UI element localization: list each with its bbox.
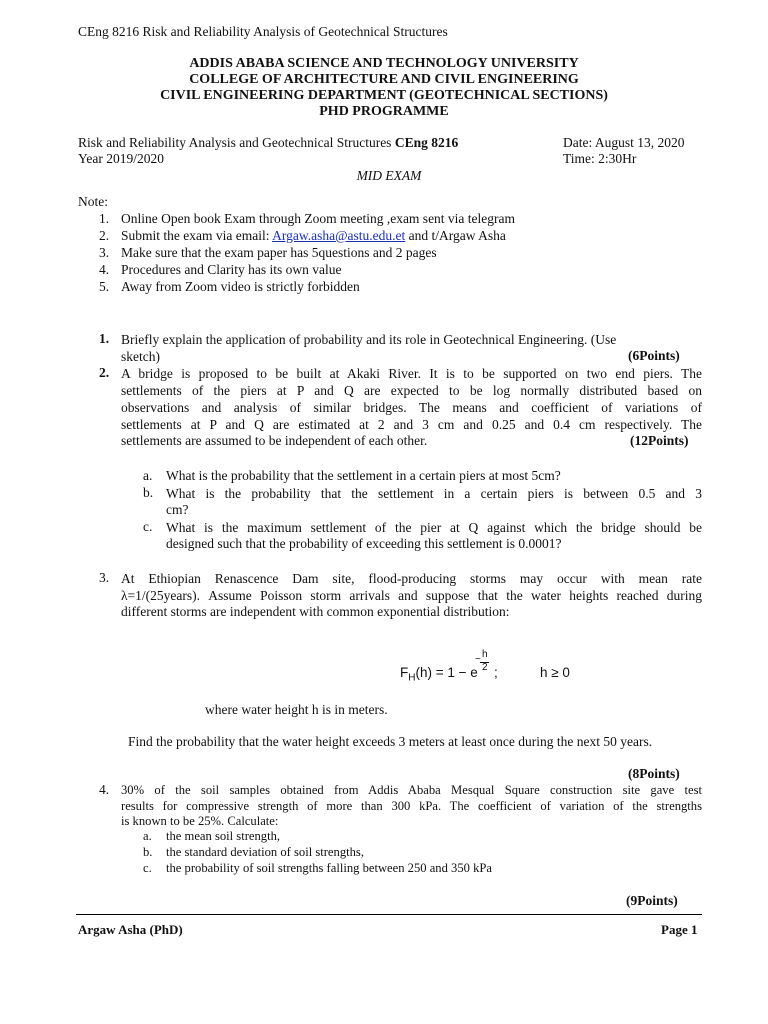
formula-semicolon: ;	[494, 665, 498, 680]
course-code: CEng 8216	[394, 135, 459, 150]
question-2-text	[121, 365, 702, 433]
note-item-2	[121, 228, 506, 244]
programme-name: PHD PROGRAMME	[319, 104, 449, 119]
subquestion-2a: What is the probability that the settlement in a certain piers at most 5cm?	[166, 468, 561, 483]
formula-lhs	[400, 665, 478, 684]
exam-duration: Time: 2:30Hr	[563, 151, 637, 166]
question-4-number: 4.	[99, 782, 110, 797]
question-4-points: (9Points)	[626, 893, 678, 908]
question-3-points: (8Points)	[628, 766, 680, 781]
question-1-points: (6Points)	[628, 348, 680, 363]
subquestion-label: b.	[143, 845, 153, 859]
footer-page-number: Page 1	[661, 922, 698, 937]
college-name: COLLEGE OF ARCHITECTURE AND CIVIL ENGINEERING	[189, 72, 579, 87]
note-item-1: Online Open book Exam through Zoom meeting ,exam sent via telegram	[121, 211, 516, 226]
question-line: cm?	[166, 502, 189, 517]
university-name: ADDIS ABABA SCIENCE AND TECHNOLOGY UNIVERSITY	[189, 56, 579, 71]
question-line: sketch)	[121, 349, 160, 364]
note-item-number: 3.	[99, 245, 110, 260]
question-3-find: Find the probability that the water height exceeds 3 meters at least once during the next 50 years.	[128, 734, 653, 749]
note-item-number: 4.	[99, 262, 110, 277]
footer-rule	[76, 914, 702, 915]
course-info	[78, 135, 458, 151]
subquestion-label: b.	[143, 485, 154, 500]
question-1-number: 1.	[99, 331, 110, 346]
question-line: At Ethiopian Renascence Dam site, flood-producing storms may occur with mean rate	[121, 571, 702, 586]
subquestion-4b: the standard deviation of soil strengths,	[166, 845, 364, 859]
formula-symbol: F	[400, 665, 409, 680]
question-3-number: 3.	[99, 570, 110, 585]
subquestion-label: a.	[143, 829, 152, 843]
question-line: What is the probability that the settlement in a certain piers is between 0.5 and 3	[166, 486, 702, 501]
email-link[interactable]: Argaw.asha@astu.edu.et	[272, 228, 406, 243]
note-item-text: and t/Argaw Asha	[405, 228, 506, 243]
question-line: λ=1/(25years). Assume Poisson storm arrivals and suppose that the water heights reached during	[121, 588, 702, 603]
note-item-4: Procedures and Clarity has its own value	[121, 262, 342, 277]
question-line: different storms are independent with common exponential distribution:	[121, 604, 510, 619]
note-item-3: Make sure that the exam paper has 5questions and 2 pages	[121, 245, 437, 260]
subquestion-4c: the probability of soil strengths falling between 250 and 350 kPa	[166, 861, 492, 875]
formula-condition: h ≥ 0	[540, 665, 570, 680]
question-line: results for compressive strength of more than 300 kPa. The coefficient of variation of the strengths	[121, 799, 702, 813]
course-name: Risk and Reliability Analysis and Geotechnical Structures	[78, 135, 392, 150]
question-line: settlements at P and Q are estimated at 2 and 3 cm and 0.25 and 0.4 cm respectively. The	[121, 417, 702, 432]
question-line	[121, 331, 702, 348]
question-line: A bridge is proposed to be built at Akaki River. It is to be supported on two end piers. The	[121, 366, 702, 381]
footer-author: Argaw Asha (PhD)	[78, 922, 183, 937]
question-4-text	[121, 782, 702, 814]
exponential-cdf-formula	[400, 649, 700, 693]
subquestion-2b	[166, 485, 702, 502]
exponent-numerator: h	[482, 649, 488, 660]
question-line: observations and analysis of similar bridges. The means and coefficient of variations of	[121, 400, 702, 415]
formula-expression: (h) = 1 − e	[415, 665, 478, 680]
academic-year: Year 2019/2020	[78, 151, 165, 166]
question-1-text	[121, 331, 702, 365]
subquestion-2c	[166, 519, 702, 536]
question-line: settlements are assumed to be independent of each other.	[121, 433, 428, 448]
running-header: CEng 8216 Risk and Reliability Analysis of Geotechnical Structures	[78, 24, 448, 39]
question-2-points: (12Points)	[630, 433, 689, 448]
question-line: What is the maximum settlement of the pier at Q against which the bridge should be	[166, 520, 702, 535]
formula-where-clause: where water height h is in meters.	[205, 702, 388, 717]
question-line: 30% of the soil samples obtained from Addis Ababa Mesqual Square construction site gave test	[121, 783, 702, 797]
note-label: Note:	[78, 194, 108, 209]
formula-subscript: H	[408, 672, 416, 684]
exam-title: MID EXAM	[356, 168, 422, 183]
question-2-number: 2.	[99, 365, 110, 380]
note-item-number: 1.	[99, 211, 110, 226]
note-item-5: Away from Zoom video is strictly forbidden	[121, 279, 360, 294]
department-name: CIVIL ENGINEERING DEPARTMENT (GEOTECHNICAL SECTIONS)	[160, 88, 608, 103]
note-item-number: 5.	[99, 279, 110, 294]
question-line-text: Briefly explain the application of probability and its role in Geotechnical Engineering. (Use	[121, 332, 617, 347]
exponent-sign: −	[475, 654, 481, 665]
exam-date: Date: August 13, 2020	[563, 135, 685, 150]
subquestion-4a: the mean soil strength,	[166, 829, 281, 843]
question-3-text	[121, 570, 702, 604]
note-item-number: 2.	[99, 228, 110, 243]
question-line: settlements of the piers at P and Q are expected to be log normally distributed based on	[121, 383, 702, 398]
exponent-denominator: 2	[482, 662, 488, 673]
subquestion-label: a.	[143, 468, 153, 483]
subquestion-label: c.	[143, 519, 153, 534]
subquestion-label: c.	[143, 861, 152, 875]
note-item-text: Submit the exam via email:	[121, 228, 273, 243]
question-line: is known to be 25%. Calculate:	[121, 814, 279, 828]
question-line: designed such that the probability of exceeding this settlement is 0.0001?	[166, 536, 562, 551]
